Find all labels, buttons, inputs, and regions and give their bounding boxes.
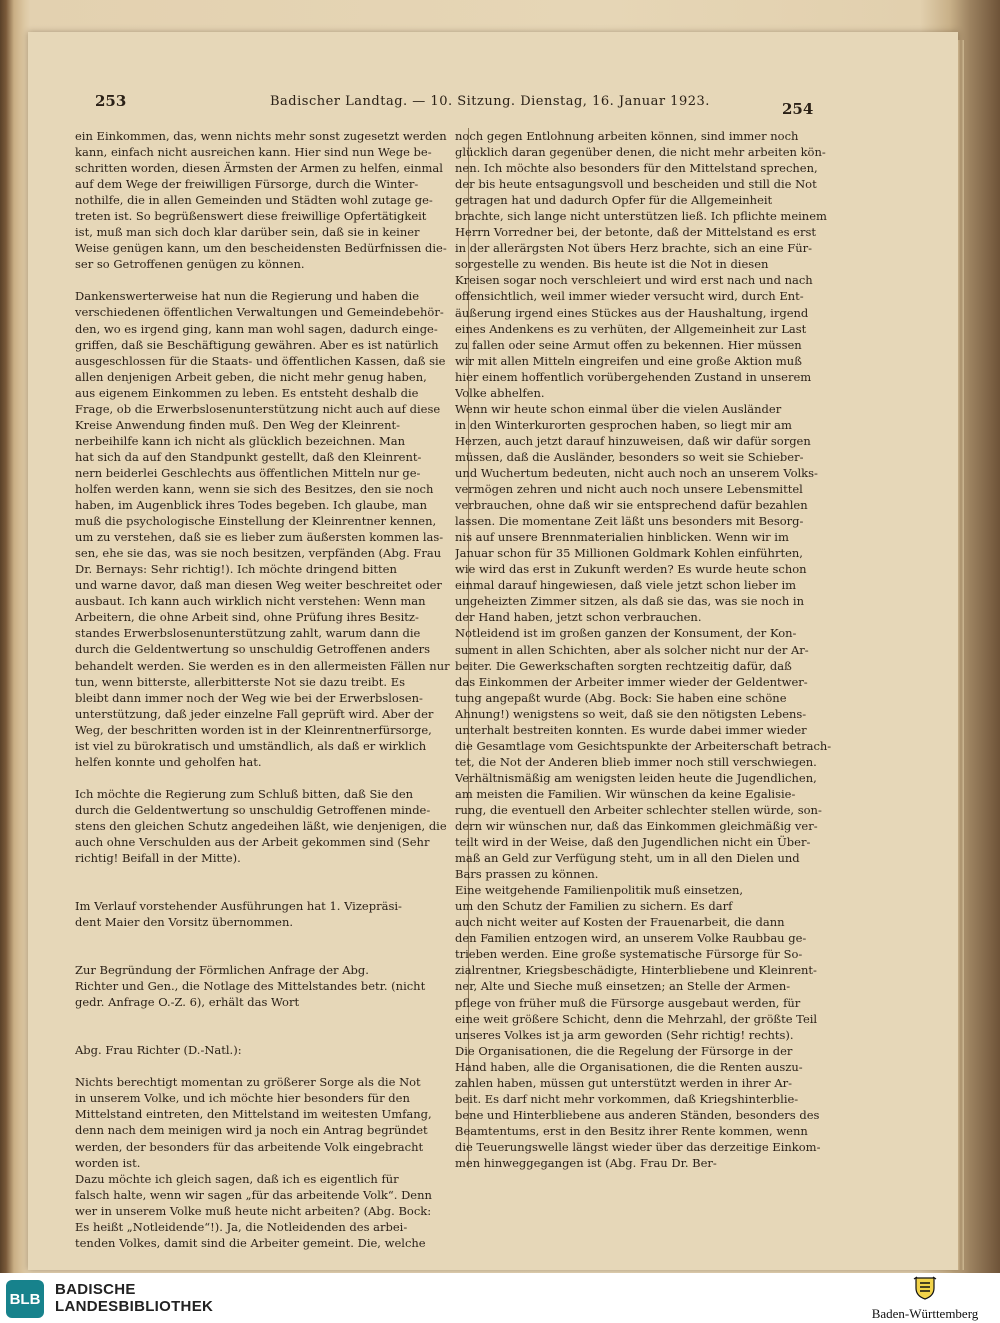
text-line: Beamtentums, erst in den Besitz ihrer Rente kommen, wenn <box>455 1123 808 1138</box>
text-line: Weise genügen kann, um den bescheidensten Bedürfnissen die- <box>75 241 447 256</box>
text-line: nern beiderlei Geschlechts aus öffentlichen Mitteln nur ge- <box>75 465 421 480</box>
text-line: müssen, daß die Ausländer, besonders so weit sie Schieber- <box>455 449 804 464</box>
text-line: wer in unserem Volke muß heute nicht arbeiten? (Abg. Bock: <box>75 1203 432 1218</box>
text-line: tet, die Not der Anderen blieb immer noch still verschwiegen. <box>455 754 817 769</box>
text-line: Ahnung!) wenigstens so weit, daß sie den nötigsten Lebens- <box>455 706 807 721</box>
text-line: griffen, daß sie Beschäftigung gewähren. Aber es ist natürlich <box>75 337 439 352</box>
text-line: in den Winterkurorten gesprochen haben, so liegt mir am <box>455 417 792 432</box>
text-line: nis auf unsere Brennmaterialien hinblicken. Wenn wir im <box>455 530 789 545</box>
text-line: zahlen haben, müssen gut unterstützt werden in ihrer Ar- <box>455 1075 793 1090</box>
text-line: Kreise Anwendung finden muß. Den Weg der Kleinrent- <box>75 417 400 432</box>
text-line: rung, die eventuell den Arbeiter schlechter stellen würde, son- <box>455 802 822 817</box>
text-line: ner, Alte und Sieche muß einsetzen; an Stelle der Armen- <box>455 979 791 994</box>
text-line: gedr. Anfrage O.-Z. 6), erhält das Wort <box>75 995 300 1010</box>
coat-of-arms-icon <box>911 1275 939 1301</box>
text-line: aus eigenem Einkommen zu leben. Es entsteht deshalb die <box>75 385 419 400</box>
text-line: tun, wenn bitterste, allerbitterste Not sie dazu treibt. Es <box>75 674 406 689</box>
text-line: Im Verlauf vorstehender Ausführungen hat 1. Vizepräsi- <box>75 899 402 914</box>
text-line: getragen hat und dadurch Opfer für die Allgemeinheit <box>455 193 773 208</box>
text-line: Eine weitgehende Familienpolitik muß einsetzen, <box>455 883 744 898</box>
paragraph-gap <box>75 770 457 786</box>
library-name-line-2: LANDESBIBLIOTHEK <box>55 1298 214 1315</box>
text-line: durch die Geldentwertung so unschuldig Getroffenen anders <box>75 642 431 657</box>
text-line: haben, im Augenblick ihres Todes begeben. Ich glaube, man <box>75 498 428 513</box>
text-line: Dazu möchte ich gleich sagen, daß ich es eigentlich für <box>75 1171 399 1186</box>
text-line: zu fallen oder seine Armut offen zu bekennen. Hier müssen <box>455 337 802 352</box>
running-title: Badischer Landtag. — 10. Sitzung. Dienstag, 16. Januar 1923. <box>270 94 710 109</box>
library-name[interactable] <box>55 1281 213 1315</box>
text-line: Bars prassen zu können. <box>455 867 599 882</box>
text-line: das Einkommen der Arbeiter immer wieder der Geldentwer- <box>455 674 808 689</box>
text-line: zialrentner, Kriegsbeschädigte, Hinterbliebene und Kleinrent- <box>455 963 817 978</box>
text-line: ungeheizten Zimmer sitzen, als daß sie das, was sie noch in <box>455 594 804 609</box>
text-line: werden, der besonders für das arbeitende Volk eingebracht <box>75 1139 424 1154</box>
text-line: tung angepaßt wurde (Abg. Bock: Sie haben eine schöne <box>455 690 787 705</box>
text-line: trieben werden. Eine große systematische Fürsorge für So- <box>455 947 803 962</box>
text-line: standes Erwerbslosenunterstützung zahlt, warum dann die <box>75 626 421 641</box>
text-line: Hand haben, alle die Organisationen, die die Renten auszu- <box>455 1059 803 1074</box>
text-line: eine weit größere Schicht, denn die Mehrzahl, der größte Teil <box>455 1011 818 1026</box>
text-line: den, wo es irgend ging, kann man wohl sagen, dadurch einge- <box>75 321 438 336</box>
left-text-column <box>75 128 457 1251</box>
text-line: helfen konnte und geholfen hat. <box>75 754 262 769</box>
text-line: bleibt dann immer noch der Weg wie bei der Erwerbslosen- <box>75 690 423 705</box>
paragraph-gap <box>75 930 457 946</box>
page-edge-stack <box>958 40 964 1270</box>
text-line: nerbeihilfe kann ich nicht als glücklich bezeichnen. Man <box>75 433 406 448</box>
right-text-column <box>455 128 853 1171</box>
text-line: maß an Geld zur Verfügung steht, um in all den Dielen und <box>455 851 800 866</box>
text-line: worden ist. <box>75 1155 141 1170</box>
text-line: allen denjenigen Arbeit geben, die nicht mehr genug haben, <box>75 369 427 384</box>
text-line: ist, muß man sich doch klar darüber sein, daß sie in keiner <box>75 225 420 240</box>
text-line: Arbeitern, die ohne Arbeit sind, ohne Prüfung ihres Besitz- <box>75 610 419 625</box>
text-line: denn nach dem meinigen wird ja noch ein Antrag begründet <box>75 1123 428 1138</box>
text-line: sorgestelle zu wenden. Bis heute ist die Not in diesen <box>455 257 769 272</box>
text-line: richtig! Beifall in der Mitte). <box>75 851 241 866</box>
baden-wuerttemberg-logo[interactable] <box>860 1275 990 1322</box>
text-line: holfen werden kann, wenn sie sich des Besitzes, den sie noch <box>75 481 434 496</box>
text-line: treten ist. So begrüßenswert diese freiwillige Opfertätigkeit <box>75 209 427 224</box>
page-header <box>0 62 1000 118</box>
text-line: nothilfe, die in allen Gemeinden und Städten wohl zutage ge- <box>75 193 433 208</box>
text-line: wie wird das erst in Zukunft werden? Es wurde heute schon <box>455 562 807 577</box>
text-line: einmal darauf hingewiesen, daß viele jetzt schon lieber im <box>455 578 797 593</box>
text-line: falsch halte, wenn wir sagen „für das arbeitende Volk“. Denn <box>75 1187 432 1202</box>
paragraph-gap <box>75 1026 457 1042</box>
text-line: Weg, der beschritten worden ist in der Kleinrentnerfürsorge, <box>75 722 432 737</box>
paragraph-gap <box>75 1010 457 1026</box>
text-line: ser so Getroffenen genügen zu können. <box>75 257 305 272</box>
footer-bar <box>0 1273 1000 1323</box>
text-line: unterhalt bestreiten konnten. Es wurde dabei immer wieder <box>455 722 807 737</box>
text-line: ist viel zu bürokratisch und umständlich, als daß er wirklich <box>75 738 427 753</box>
text-line: Kreisen sogar noch verschleiert und wird erst nach und nach <box>455 273 813 288</box>
text-line: Nichts berechtigt momentan zu größerer Sorge als die Not <box>75 1075 421 1090</box>
page-number-left: 253 <box>95 92 127 110</box>
text-line: tenden Volkes, damit sind die Arbeiter gemeint. Die, welche <box>75 1235 426 1250</box>
text-line: in der allerärgsten Not übers Herz brachte, sich an eine Für- <box>455 241 813 256</box>
text-line: sument in allen Schichten, aber als solcher nicht nur der Ar- <box>455 642 809 657</box>
text-line: schritten worden, diesen Ärmsten der Armen zu helfen, einmal <box>75 161 443 176</box>
text-line: und Wuchertum bedeuten, nicht auch noch an unserem Volks- <box>455 465 818 480</box>
text-line: Frage, ob die Erwerbslosenunterstützung nicht auch auf diese <box>75 401 441 416</box>
text-line: pflege von früher muß die Fürsorge ausgebaut werden, für <box>455 995 801 1010</box>
text-line: äußerung irgend eines Stückes aus der Haushaltung, irgend <box>455 305 809 320</box>
text-line: teilt wird in der Weise, daß den Jugendlichen nicht ein Über- <box>455 835 811 850</box>
text-line: Zur Begründung der Förmlichen Anfrage der Abg. <box>75 963 369 978</box>
text-line: verbrauchen, ohne daß wir sie entsprechend dafür bezahlen <box>455 498 808 513</box>
text-line: Herrn Vorredner bei, der betonte, daß der Mittelstand es erst <box>455 225 816 240</box>
text-line: der bis heute entsagungsvoll und bescheiden und still die Not <box>455 177 817 192</box>
text-line: kann, einfach nicht ausreichen kann. Hier sind nun Wege be- <box>75 145 432 160</box>
text-line: lassen. Die momentane Zeit läßt uns besonders mit Besorg- <box>455 514 804 529</box>
text-line: bene und Hinterbliebene aus anderen Ständen, besonders des <box>455 1107 820 1122</box>
text-line: men hinweggegangen ist (Abg. Frau Dr. Ber- <box>455 1156 717 1170</box>
region-label: Baden-Württemberg <box>871 1306 979 1321</box>
text-line: ausbaut. Ich kann auch wirklich nicht verstehen: Wenn man <box>75 594 426 609</box>
text-line: muß die psychologische Einstellung der Kleinrentner kennen, <box>75 514 437 529</box>
text-line: Die Organisationen, die die Regelung der Fürsorge in der <box>455 1043 793 1058</box>
text-line: Notleidend ist im großen ganzen der Konsument, der Kon- <box>455 626 797 641</box>
paragraph-gap <box>75 1058 457 1074</box>
text-line: offensichtlich, weil immer wieder versucht wird, durch Ent- <box>455 289 804 304</box>
blb-logo[interactable]: BLB <box>6 1280 44 1318</box>
text-line: der Hand haben, jetzt schon verbrauchen. <box>455 610 702 625</box>
text-line: ein Einkommen, das, wenn nichts mehr sonst zugesetzt werden <box>75 129 447 143</box>
text-line: dern wir wünschen nur, daß das Einkommen gleichmäßig ver- <box>455 819 818 834</box>
text-line: sen, ehe sie das, was sie noch besitzen, verpfänden (Abg. Frau <box>75 546 442 561</box>
text-line: eines Andenkens es zu verhüten, der Allgemeinheit zur Last <box>455 321 807 336</box>
text-line: Mittelstand eintreten, den Mittelstand im weitesten Umfang, <box>75 1107 432 1122</box>
text-line: durch die Geldentwertung so unschuldig Getroffenen minde- <box>75 802 431 817</box>
text-line: stens den gleichen Schutz angedeihen läßt, wie denjenigen, die <box>75 818 447 833</box>
paragraph-gap <box>75 882 457 898</box>
text-line: um zu verstehen, daß sie es lieber zum äußersten kommen las- <box>75 530 444 545</box>
text-line: vermögen zehren und nicht auch noch unsere Lebensmittel <box>455 482 803 497</box>
text-line: Dr. Bernays: Sehr richtig!). Ich möchte dringend bitten <box>75 562 397 577</box>
text-line: beiter. Die Gewerkschaften sorgten rechtzeitig dafür, daß <box>455 658 792 673</box>
text-line: Volke abhelfen. <box>455 385 545 400</box>
text-line: auf dem Wege der freiwilligen Fürsorge, durch die Winter- <box>75 177 419 192</box>
text-line: um den Schutz der Familien zu sichern. Es darf <box>455 899 733 914</box>
text-line: hier einem hoffentlich vorübergehenden Zustand in unserem <box>455 369 812 384</box>
text-line: unseres Volkes ist ja arm geworden (Sehr richtig! rechts). <box>455 1027 794 1042</box>
text-line: beit. Es darf nicht mehr vorkommen, daß Kriegshinterblie- <box>455 1091 799 1106</box>
text-line: auch ohne Verschulden aus der Arbeit gekommen sind (Sehr <box>75 834 430 849</box>
paragraph-gap <box>75 946 457 962</box>
text-line: Abg. Frau Richter (D.-Natl.): <box>75 1043 242 1058</box>
text-line: brachte, sich lange nicht unterstützen ließ. Ich pflichte meinem <box>455 209 827 224</box>
text-line: glücklich daran gegenüber denen, die nicht mehr arbeiten kön- <box>455 145 826 160</box>
text-line: die Gesamtlage vom Gesichtspunkte der Arbeiterschaft betrach- <box>455 738 832 753</box>
text-line: unterstützung, daß jeder einzelne Fall geprüft wird. Aber der <box>75 706 434 721</box>
text-line: Wenn wir heute schon einmal über die vielen Ausländer <box>455 401 782 416</box>
text-line: Ich möchte die Regierung zum Schluß bitten, daß Sie den <box>75 786 414 801</box>
text-line: ausgeschlossen für die Staats- und öffentlichen Kassen, daß sie <box>75 353 446 368</box>
text-line: Herzen, auch jetzt darauf hinzuweisen, daß wir dafür sorgen <box>455 433 811 448</box>
text-line: am meisten die Familien. Wir wünschen da keine Egalisie- <box>455 786 796 801</box>
text-line: und warne davor, daß man diesen Weg weiter beschreitet oder <box>75 578 442 593</box>
paragraph-gap <box>75 866 457 882</box>
text-line: Es heißt „Notleidende“!). Ja, die Notleidenden des arbei- <box>75 1219 408 1234</box>
text-line: in unserem Volke, und ich möchte hier besonders für den <box>75 1091 410 1106</box>
text-line: Verhältnismäßig am wenigsten leiden heute die Jugendlichen, <box>455 770 817 785</box>
text-line: noch gegen Entlohnung arbeiten können, sind immer noch <box>455 129 799 143</box>
text-line: nen. Ich möchte also besonders für den Mittelstand sprechen, <box>455 161 818 176</box>
text-line: Dankenswerterweise hat nun die Regierung und haben die <box>75 289 420 304</box>
text-line: auch nicht weiter auf Kosten der Frauenarbeit, die dann <box>455 915 785 930</box>
text-line: verschiedenen öffentlichen Verwaltungen und Gemeindebehör- <box>75 305 444 320</box>
text-line: den Familien entzogen wird, an unserem Volke Raubbau ge- <box>455 931 807 946</box>
text-line: hat sich da auf den Standpunkt gestellt, daß den Kleinrent- <box>75 449 422 464</box>
text-line: dent Maier den Vorsitz übernommen. <box>75 915 294 930</box>
page-number-right: 254 <box>782 100 814 118</box>
paragraph-gap <box>75 272 457 288</box>
text-line: Richter und Gen., die Notlage des Mittelstandes betr. (nicht <box>75 979 426 994</box>
text-line: wir mit allen Mitteln eingreifen und eine große Aktion muß <box>455 353 802 368</box>
text-line: behandelt werden. Sie werden es in den allermeisten Fällen nur <box>75 658 450 673</box>
text-line: die Teuerungswelle längst wieder über das derzeitige Einkom- <box>455 1139 821 1154</box>
library-name-line-1: BADISCHE <box>55 1281 136 1298</box>
text-line: Januar schon für 35 Millionen Goldmark Kohlen einführten, <box>455 546 803 561</box>
